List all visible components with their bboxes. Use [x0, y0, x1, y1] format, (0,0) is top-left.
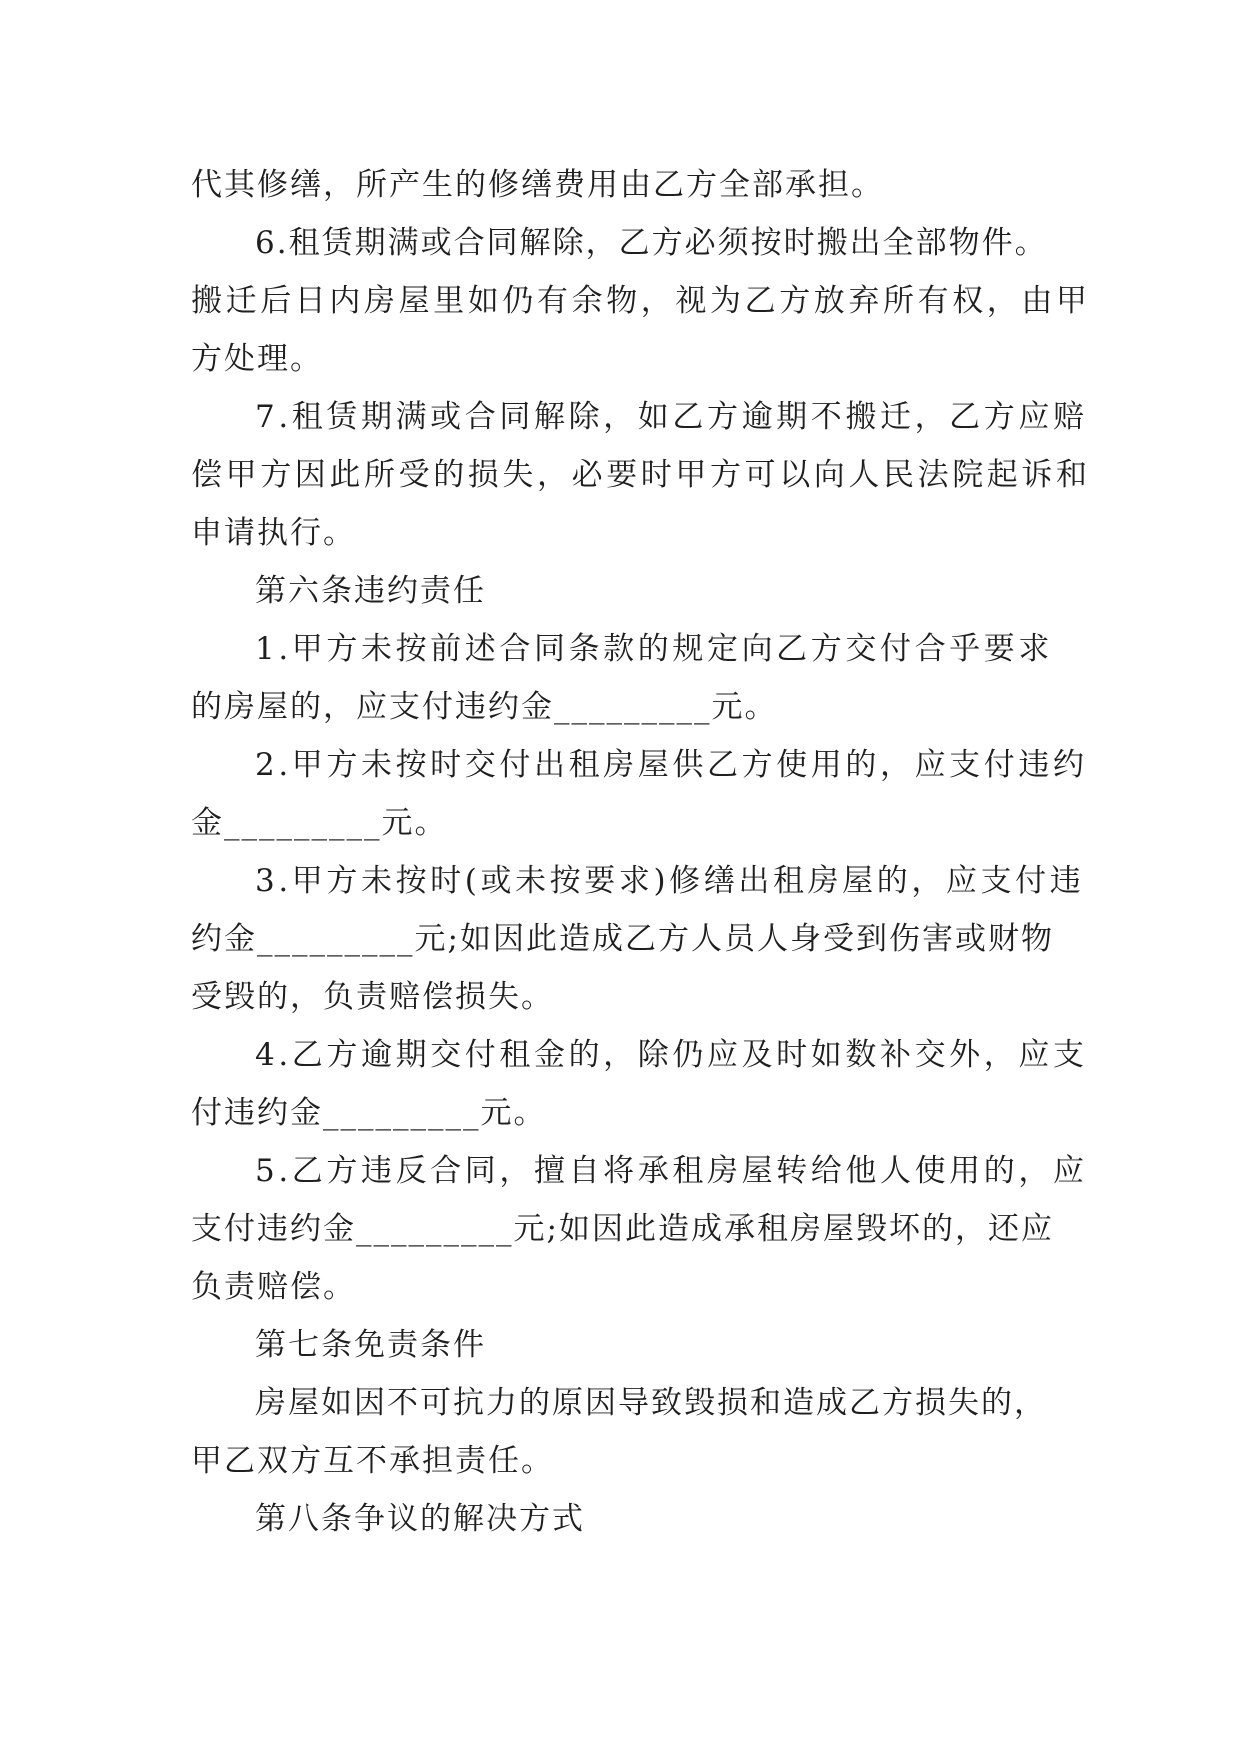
clause-item-1: 1.甲方未按前述合同条款的规定向乙方交付合乎要求 — [255, 631, 1053, 667]
paragraph-line: 代其修缮，所产生的修缮费用由乙方全部承担。 — [191, 167, 884, 203]
paragraph-line: 付违约金_________元。 — [191, 1095, 547, 1131]
paragraph-line: 房屋如因不可抗力的原因导致毁损和造成乙方损失的， — [255, 1385, 1047, 1421]
clause-item-7: 7.租赁期满或合同解除，如乙方逾期不搬迁，乙方应赔 — [255, 399, 1088, 435]
section-heading-article-6: 第六条违约责任 — [255, 573, 486, 609]
paragraph-line: 负责赔偿。 — [191, 1269, 356, 1305]
paragraph-line: 金_________元。 — [191, 805, 448, 841]
paragraph-line: 的房屋的，应支付违约金_________元。 — [191, 689, 778, 725]
paragraph-line: 甲乙双方互不承担责任。 — [191, 1443, 554, 1479]
paragraph-line: 方处理。 — [191, 341, 323, 377]
document-body — [191, 156, 1091, 1548]
paragraph-line: 受毁的，负责赔偿损失。 — [191, 979, 554, 1015]
section-heading-article-7: 第七条免责条件 — [255, 1327, 486, 1363]
clause-item-6: 6.租赁期满或合同解除，乙方必须按时搬出全部物件。 — [255, 225, 1048, 261]
paragraph-line: 约金_________元;如因此造成乙方人员人身受到伤害或财物 — [191, 921, 1054, 957]
clause-item-5: 5.乙方违反合同，擅自将承租房屋转给他人使用的，应 — [255, 1153, 1088, 1189]
paragraph-line: 搬迁后日内房屋里如仍有余物，视为乙方放弃所有权，由甲 — [191, 283, 1091, 319]
clause-item-2: 2.甲方未按时交付出租房屋供乙方使用的，应支付违约 — [255, 747, 1088, 783]
section-heading-article-8: 第八条争议的解决方式 — [255, 1501, 585, 1537]
clause-item-3: 3.甲方未按时(或未按要求)修缮出租房屋的，应支付违 — [255, 863, 1085, 899]
clause-item-4: 4.乙方逾期交付租金的，除仍应及时如数补交外，应支 — [255, 1037, 1088, 1073]
paragraph-line: 申请执行。 — [191, 515, 356, 551]
paragraph-line: 偿甲方因此所受的损失，必要时甲方可以向人民法院起诉和 — [191, 457, 1091, 493]
paragraph-line: 支付违约金_________元;如因此造成承租房屋毁坏的，还应 — [191, 1211, 1054, 1247]
